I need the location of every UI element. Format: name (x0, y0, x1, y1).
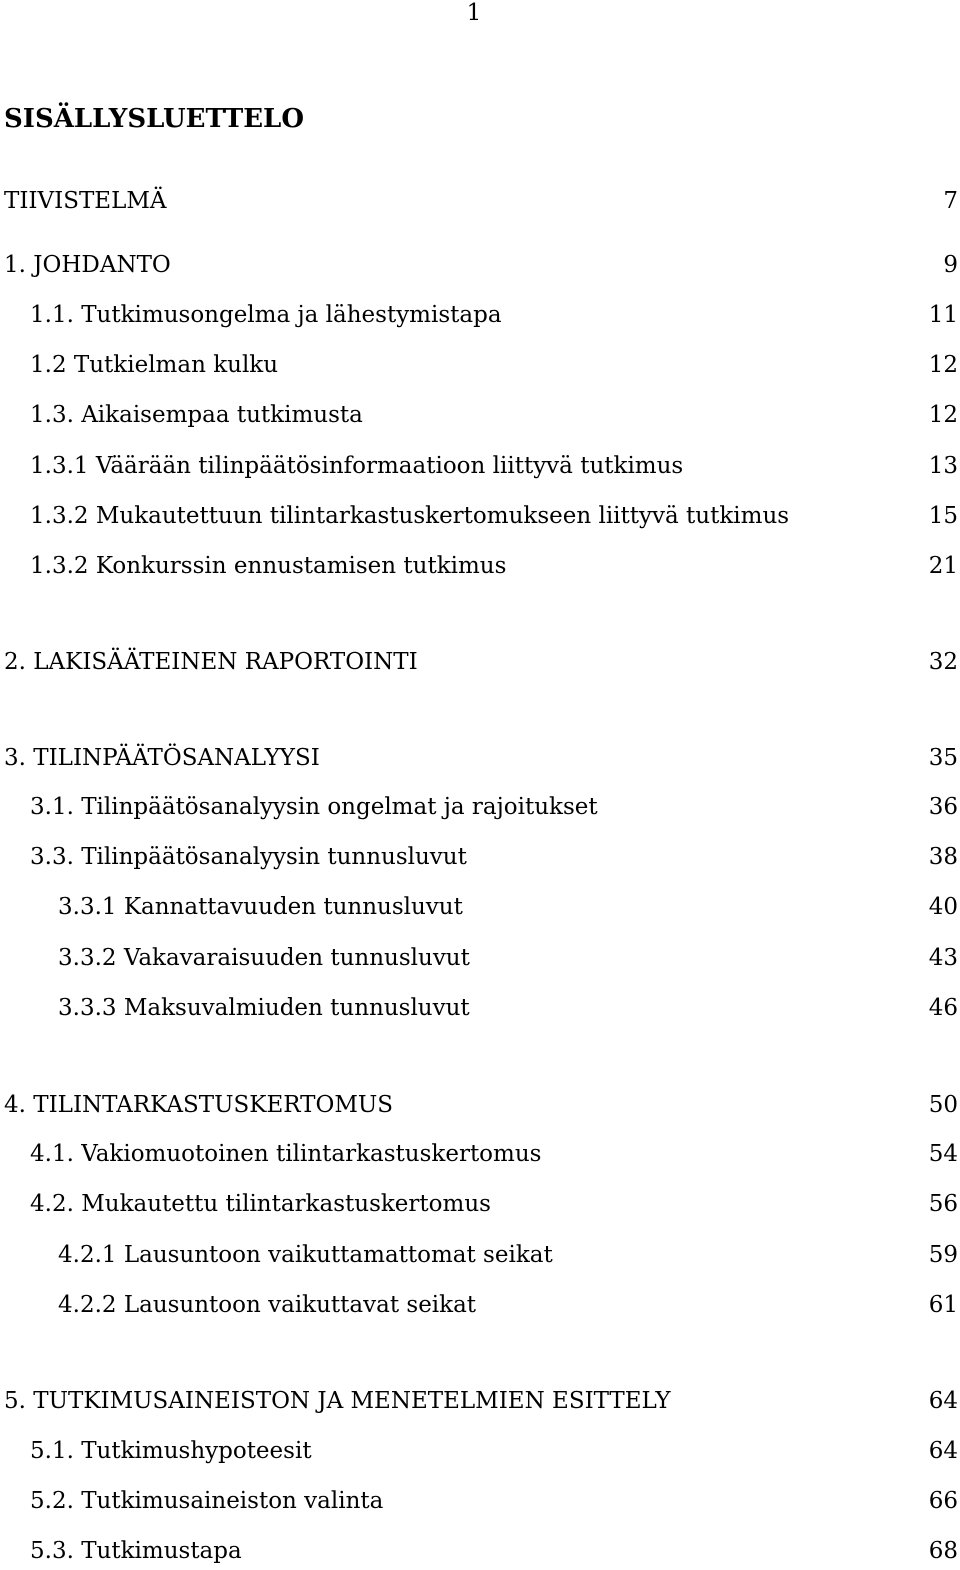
toc-entry-1-3-2b[interactable] (0, 549, 958, 583)
toc-entry-page: 32 (928, 649, 958, 675)
toc-entry-page: 15 (928, 503, 958, 529)
toc-entry-label: 4.1. Vakiomuotoinen tilintarkastuskertomus (30, 1141, 542, 1167)
toc-entry-label: 4.2.2 Lausuntoon vaikuttavat seikat (58, 1292, 477, 1318)
toc-entry-page: 43 (928, 945, 958, 971)
toc-entry-1-3-1[interactable] (0, 449, 958, 483)
toc-entry-label: 1.3.1 Väärään tilinpäätösinformaatioon liittyvä tutkimus (30, 453, 684, 479)
toc-entry-page: 11 (928, 302, 958, 328)
toc-entry-tiivistelma[interactable] (0, 184, 958, 218)
toc-entry-label: 4.2. Mukautettu tilintarkastuskertomus (30, 1191, 491, 1217)
toc-entry-chapter-5[interactable] (0, 1384, 958, 1418)
toc-title: SISÄLLYSLUETTELO (4, 104, 304, 134)
toc-entry-page: 46 (928, 995, 958, 1021)
toc-entry-3-3-1[interactable] (0, 890, 958, 924)
toc-entry-page: 61 (928, 1292, 958, 1318)
toc-entry-3-3-3[interactable] (0, 991, 958, 1025)
toc-entry-label: 4. TILINTARKASTUSKERTOMUS (4, 1092, 394, 1118)
toc-entry-4-2-1[interactable] (0, 1238, 958, 1272)
toc-entry-label: 5.2. Tutkimusaineiston valinta (30, 1488, 384, 1514)
toc-entry-label: 5.1. Tutkimushypoteesit (30, 1438, 312, 1464)
toc-entry-label: 3.3. Tilinpäätösanalyysin tunnusluvut (30, 844, 467, 870)
toc-entry-page: 40 (928, 894, 958, 920)
toc-entry-label: 1. JOHDANTO (4, 252, 171, 278)
toc-entry-label: TIIVISTELMÄ (4, 188, 167, 214)
toc-entry-page: 64 (928, 1388, 958, 1414)
toc-entry-label: 1.1. Tutkimusongelma ja lähestymistapa (30, 302, 502, 328)
toc-entry-1-2[interactable] (0, 348, 958, 382)
toc-entry-1-3[interactable] (0, 398, 958, 432)
toc-entry-page: 7 (943, 188, 958, 214)
toc-entry-label: 3.3.2 Vakavaraisuuden tunnusluvut (58, 945, 470, 971)
toc-entry-5-1[interactable] (0, 1434, 958, 1468)
toc-entry-1-1[interactable] (0, 298, 958, 332)
toc-entry-page: 59 (928, 1242, 958, 1268)
toc-entry-chapter-1[interactable] (0, 248, 958, 282)
toc-entry-5-3[interactable] (0, 1534, 958, 1568)
toc-entry-3-3-2[interactable] (0, 941, 958, 975)
toc-entry-label: 3.3.3 Maksuvalmiuden tunnusluvut (58, 995, 470, 1021)
toc-entry-chapter-4[interactable] (0, 1088, 958, 1122)
toc-entry-label: 1.3. Aikaisempaa tutkimusta (30, 402, 363, 428)
toc-entry-chapter-3[interactable] (0, 741, 958, 775)
toc-entry-label: 3.3.1 Kannattavuuden tunnusluvut (58, 894, 463, 920)
page-number: 1 (466, 0, 482, 26)
toc-entry-3-3[interactable] (0, 840, 958, 874)
toc-entry-label: 1.2 Tutkielman kulku (30, 352, 279, 378)
toc-entry-page: 21 (928, 553, 958, 579)
toc-entry-page: 50 (928, 1092, 958, 1118)
toc-entry-label: 3. TILINPÄÄTÖSANALYYSI (4, 745, 320, 771)
toc-entry-label: 3.1. Tilinpäätösanalyysin ongelmat ja rajoitukset (30, 794, 598, 820)
toc-entry-5-2[interactable] (0, 1484, 958, 1518)
toc-entry-page: 64 (928, 1438, 958, 1464)
toc-entry-1-3-2[interactable] (0, 499, 958, 533)
toc-entry-4-1[interactable] (0, 1137, 958, 1171)
toc-entry-page: 9 (943, 252, 958, 278)
toc-entry-page: 36 (928, 794, 958, 820)
toc-entry-label: 5. TUTKIMUSAINEISTON JA MENETELMIEN ESITTELY (4, 1388, 671, 1414)
toc-entry-label: 2. LAKISÄÄTEINEN RAPORTOINTI (4, 649, 418, 675)
toc-entry-4-2[interactable] (0, 1187, 958, 1221)
toc-entry-label: 4.2.1 Lausuntoon vaikuttamattomat seikat (58, 1242, 553, 1268)
toc-entry-page: 12 (928, 352, 958, 378)
toc-entry-label: 1.3.2 Mukautettuun tilintarkastuskertomukseen liittyvä tutkimus (30, 503, 790, 529)
toc-entry-page: 68 (928, 1538, 958, 1564)
toc-entry-page: 35 (928, 745, 958, 771)
toc-entry-page: 54 (928, 1141, 958, 1167)
toc-entry-page: 66 (928, 1488, 958, 1514)
toc-entry-chapter-2[interactable] (0, 645, 958, 679)
toc-entry-page: 56 (928, 1191, 958, 1217)
toc-entry-page: 13 (928, 453, 958, 479)
toc-entry-3-1[interactable] (0, 790, 958, 824)
toc-entry-label: 1.3.2 Konkurssin ennustamisen tutkimus (30, 553, 507, 579)
toc-entry-4-2-2[interactable] (0, 1288, 958, 1322)
toc-entry-page: 38 (928, 844, 958, 870)
toc-entry-page: 12 (928, 402, 958, 428)
toc-entry-label: 5.3. Tutkimustapa (30, 1538, 242, 1564)
